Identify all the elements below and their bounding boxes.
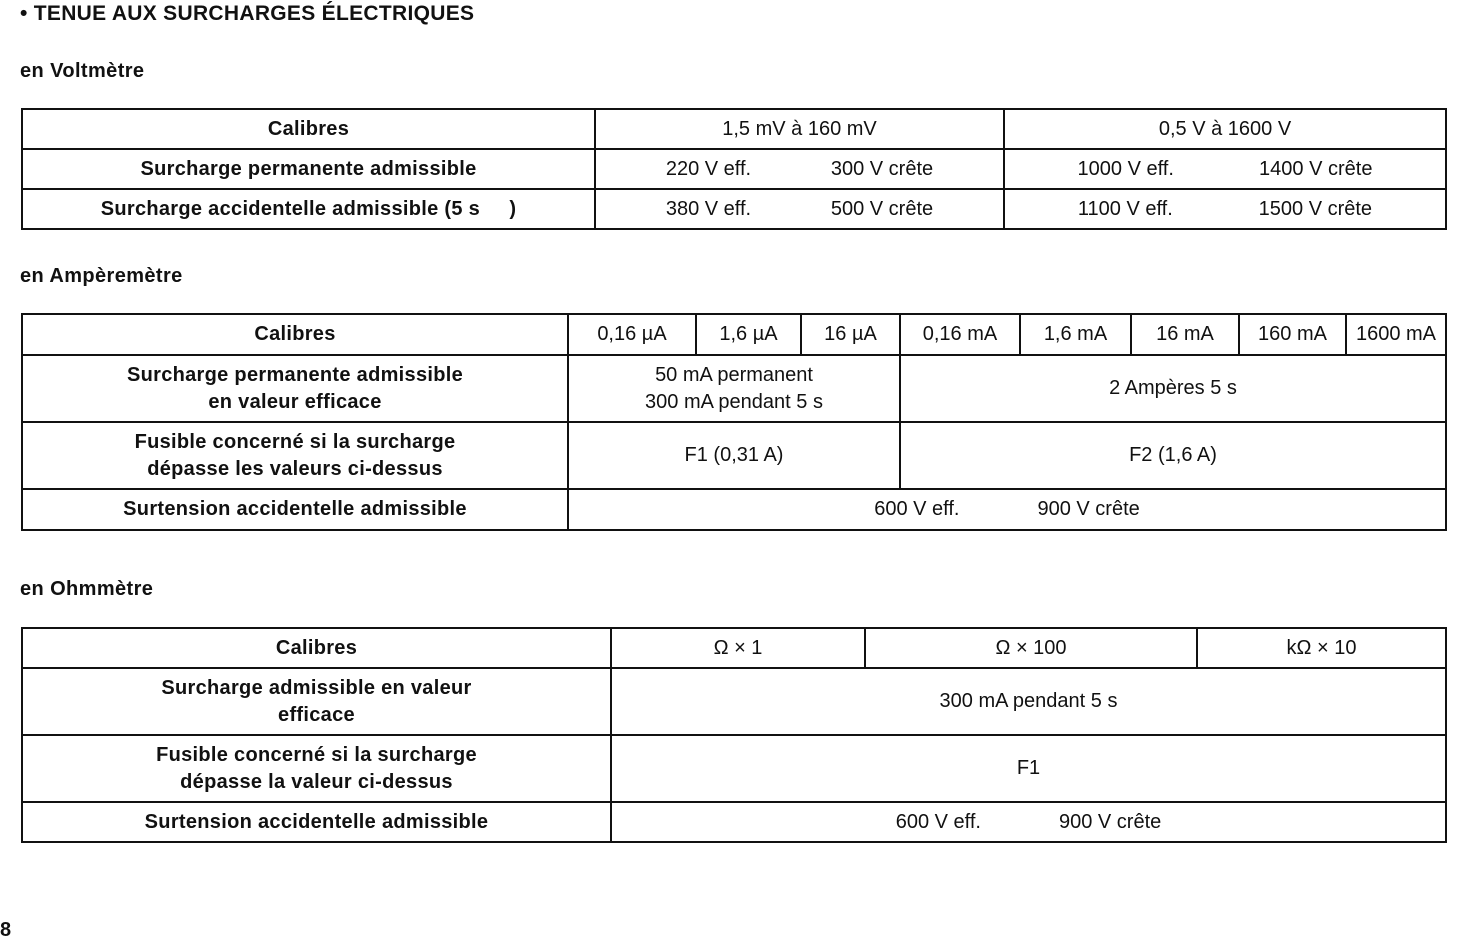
fuse-cell: F1 <box>611 735 1446 802</box>
calibre-cell: 1,6 mA <box>1020 314 1131 355</box>
calibre-cell: 1600 mA <box>1346 314 1446 355</box>
table-row <box>22 735 1446 802</box>
voltmeter-table <box>21 108 1447 230</box>
surtension-header: Surtension accidentelle admissible <box>22 489 568 530</box>
ohmmeter-table <box>21 627 1447 843</box>
range-2-cell: 0,5 V à 1600 V <box>1004 109 1446 149</box>
value-line: 300 mA pendant 5 s <box>645 390 823 413</box>
calibre-cell: 16 mA <box>1131 314 1239 355</box>
ohmmeter-label: en Ohmmètre <box>20 578 154 600</box>
eff-value: 1000 V eff. <box>1077 157 1174 180</box>
crete-value: 1400 V crête <box>1259 157 1373 180</box>
header-line: Surcharge permanente admissible <box>126 363 464 386</box>
table-row <box>22 109 1446 149</box>
table-row <box>22 355 1446 422</box>
ammeter-label: en Ampèremètre <box>20 265 183 287</box>
calibre-cell: 16 µA <box>801 314 900 355</box>
voltmeter-label: en Voltmètre <box>20 60 145 82</box>
calibres-header: Calibres <box>22 628 611 668</box>
overload-header <box>22 668 611 735</box>
table-row <box>22 422 1446 489</box>
surtension-cell <box>611 802 1446 842</box>
eff-value: 600 V eff. <box>874 498 960 520</box>
crete-value: 900 V crête <box>1037 498 1140 520</box>
page-number: 8 <box>0 919 12 941</box>
table-row <box>22 314 1446 355</box>
fuse-header <box>22 422 568 489</box>
header-line: dépasse les valeurs ci-dessus <box>147 457 443 480</box>
header-line: Surcharge admissible en valeur <box>161 676 472 699</box>
calibre-cell: Ω × 1 <box>611 628 865 668</box>
calibre-cell: 0,16 µA <box>568 314 696 355</box>
ammeter-table <box>21 313 1447 531</box>
fuse-group-2-cell: F2 (1,6 A) <box>900 422 1446 489</box>
permanent-range-1-cell <box>595 149 1004 189</box>
header-line: dépasse la valeur ci-dessus <box>180 770 453 793</box>
permanent-group-1-cell <box>568 355 900 422</box>
table-row <box>22 489 1446 530</box>
calibre-cell: 1,6 µA <box>696 314 801 355</box>
calibre-cell: kΩ × 10 <box>1197 628 1446 668</box>
surtension-cell <box>568 489 1446 530</box>
accidental-overload-header: Surcharge accidentelle admissible (5 s ) <box>22 189 595 229</box>
calibres-header: Calibres <box>22 314 568 355</box>
table-row <box>22 802 1446 842</box>
crete-value: 1500 V crête <box>1258 197 1373 220</box>
fuse-header <box>22 735 611 802</box>
eff-value: 600 V eff. <box>895 810 981 833</box>
permanent-overload-header <box>22 355 568 422</box>
table-row <box>22 149 1446 189</box>
header-line: efficace <box>278 703 355 726</box>
calibre-cell: Ω × 100 <box>865 628 1197 668</box>
section-heading: • TENUE AUX SURCHARGES ÉLECTRIQUES <box>20 2 475 25</box>
crete-value: 300 V crête <box>830 157 934 180</box>
calibres-header: Calibres <box>22 109 595 149</box>
table-row <box>22 668 1446 735</box>
calibre-cell: 0,16 mA <box>900 314 1020 355</box>
overload-cell: 300 mA pendant 5 s <box>611 668 1446 735</box>
permanent-group-2-cell: 2 Ampères 5 s <box>900 355 1446 422</box>
fuse-group-1-cell: F1 (0,31 A) <box>568 422 900 489</box>
crete-value: 500 V crête <box>830 197 934 220</box>
accidental-range-1-cell <box>595 189 1004 229</box>
header-line: en valeur efficace <box>208 390 382 413</box>
eff-value: 380 V eff. <box>665 197 752 220</box>
surtension-header: Surtension accidentelle admissible <box>22 802 611 842</box>
crete-value: 900 V crête <box>1058 810 1162 833</box>
eff-value: 220 V eff. <box>665 157 752 180</box>
header-line: Fusible concerné si la surcharge <box>156 743 477 766</box>
value-line: 50 mA permanent <box>655 363 813 386</box>
table-row <box>22 189 1446 229</box>
range-1-cell: 1,5 mV à 160 mV <box>595 109 1004 149</box>
accidental-range-2-cell <box>1004 189 1446 229</box>
table-row <box>22 628 1446 668</box>
permanent-range-2-cell <box>1004 149 1446 189</box>
calibre-cell: 160 mA <box>1239 314 1346 355</box>
eff-value: 1100 V eff. <box>1077 197 1173 220</box>
permanent-overload-header: Surcharge permanente admissible <box>22 149 595 189</box>
header-line: Fusible concerné si la surcharge <box>134 430 456 453</box>
